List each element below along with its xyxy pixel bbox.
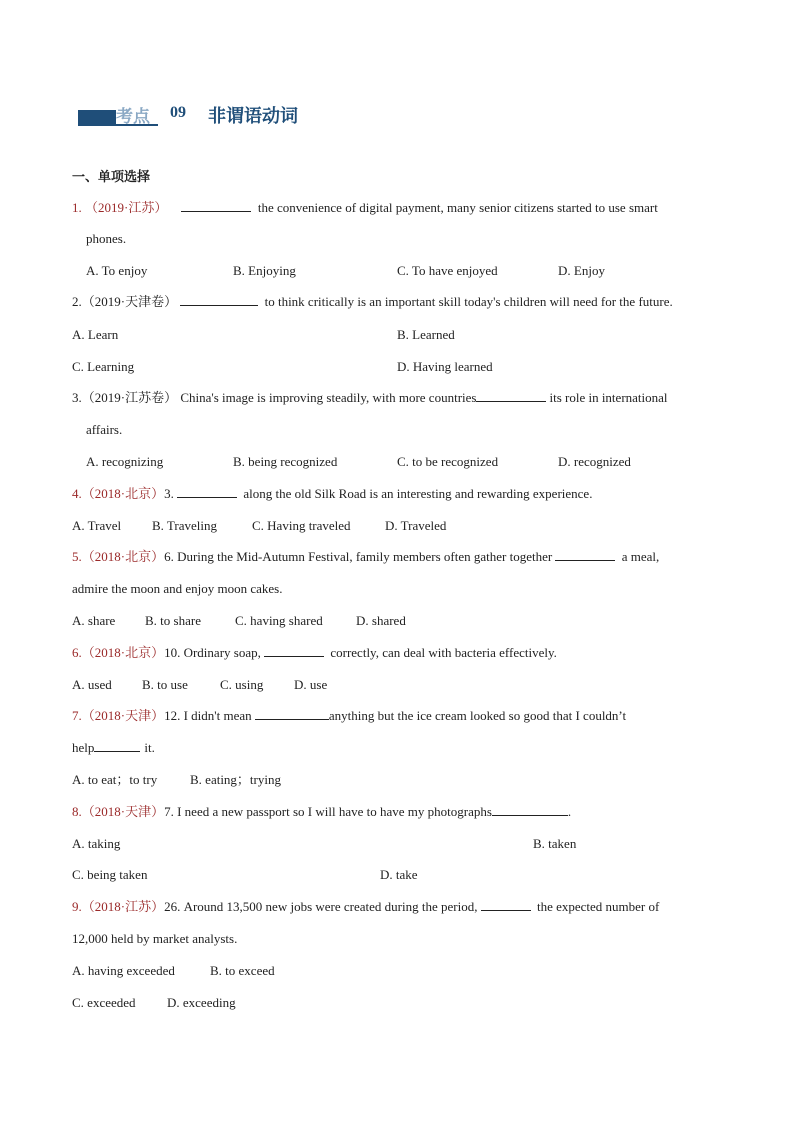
option[interactable]: C. having shared xyxy=(235,613,323,628)
question-text: . xyxy=(567,804,572,819)
option[interactable]: D. Traveled xyxy=(385,518,447,533)
option[interactable]: B. taken xyxy=(533,836,577,851)
question-source: 1. （2019·江苏） xyxy=(72,200,168,215)
option[interactable]: C. to be recognized xyxy=(397,454,499,469)
option[interactable]: D. take xyxy=(380,867,418,882)
answer-blank xyxy=(94,739,140,752)
question-text: it. xyxy=(144,740,155,755)
question-source: 8.（2018·天津） xyxy=(72,804,165,819)
question-7 xyxy=(72,707,626,725)
option[interactable]: D. exceeding xyxy=(167,995,236,1010)
option[interactable]: A. Travel xyxy=(72,518,122,533)
question-source: 6.（2018·北京） xyxy=(72,645,165,660)
option[interactable]: B. being recognized xyxy=(233,454,338,469)
answer-blank xyxy=(555,548,615,561)
question-text: 12. I didn't mean xyxy=(164,708,252,723)
option[interactable]: B. to share xyxy=(145,613,201,628)
question-5-line2: admire the moon and enjoy moon cakes. xyxy=(72,581,283,596)
option[interactable]: A. share xyxy=(72,613,116,628)
answer-blank xyxy=(492,803,568,816)
question-text: correctly, can deal with bacteria effectively. xyxy=(330,645,557,660)
question-source: 4.（2018·北京） xyxy=(72,486,165,501)
question-text: 6. During the Mid-Autumn Festival, family members often gather together xyxy=(164,549,553,564)
answer-blank xyxy=(255,707,329,720)
question-text: 10. Ordinary soap, xyxy=(164,645,261,660)
question-1 xyxy=(72,199,658,217)
question-text: the convenience of digital payment, many senior citizens started to use smart xyxy=(257,200,658,215)
option[interactable]: A. used xyxy=(72,677,112,692)
question-5 xyxy=(72,548,659,566)
question-source: 7.（2018·天津） xyxy=(72,708,165,723)
answer-blank xyxy=(180,293,258,306)
header-number: 09 xyxy=(170,104,186,121)
option[interactable]: D. use xyxy=(294,677,328,692)
option[interactable]: C. exceeded xyxy=(72,995,136,1010)
question-text: the expected number of xyxy=(536,899,660,914)
option[interactable]: B. Traveling xyxy=(152,518,218,533)
question-text: to think critically is an important skill today's children will need for the future. xyxy=(264,294,673,309)
question-2 xyxy=(72,293,673,311)
question-source: 2.（2019·天津卷） xyxy=(72,294,178,309)
option[interactable]: A. recognizing xyxy=(86,454,164,469)
header-kaodian-label: 考点 xyxy=(116,107,150,127)
option[interactable]: C. being taken xyxy=(72,867,148,882)
option[interactable]: A. Learn xyxy=(72,327,119,342)
option[interactable]: C. To have enjoyed xyxy=(397,263,498,278)
question-3 xyxy=(72,389,668,407)
answer-blank xyxy=(181,199,251,212)
page-title: 非谓语动词 xyxy=(208,106,298,127)
question-text: 3. xyxy=(164,486,174,501)
question-text: its role in international xyxy=(549,390,668,405)
option[interactable]: C. Having traveled xyxy=(252,518,351,533)
option[interactable]: D. recognized xyxy=(558,454,631,469)
question-text: anything but the ice cream looked so good that I couldn’t xyxy=(328,708,627,723)
question-text: along the old Silk Road is an interesting and rewarding experience. xyxy=(243,486,593,501)
answer-blank xyxy=(481,898,531,911)
question-8 xyxy=(72,803,571,821)
question-text: 26. Around 13,500 new jobs were created during the period, xyxy=(164,899,478,914)
option[interactable]: A. taking xyxy=(72,836,121,851)
header-accent-bar xyxy=(78,110,116,124)
option[interactable]: B. Enjoying xyxy=(233,263,296,278)
question-source: 5.（2018·北京） xyxy=(72,549,165,564)
question-6 xyxy=(72,644,557,662)
question-text: help xyxy=(72,740,95,755)
option[interactable]: A. To enjoy xyxy=(86,263,148,278)
question-9-line2: 12,000 held by market analysts. xyxy=(72,931,238,946)
option[interactable]: B. Learned xyxy=(397,327,455,342)
question-text: 7. I need a new passport so I will have to have my photographs xyxy=(164,804,492,819)
question-4 xyxy=(72,485,592,503)
question-3-line2: affairs. xyxy=(86,422,123,437)
option[interactable]: B. to use xyxy=(142,677,188,692)
option[interactable]: D. Having learned xyxy=(397,359,493,374)
option[interactable]: D. shared xyxy=(356,613,406,628)
question-7-line2 xyxy=(72,739,155,757)
option[interactable]: A. having exceeded xyxy=(72,963,175,978)
option[interactable]: A. to eat；to try xyxy=(72,772,158,787)
question-text: China's image is improving steadily, with more countries xyxy=(180,390,477,405)
question-source: 3.（2019·江苏卷） xyxy=(72,390,178,405)
question-1-line2: phones. xyxy=(86,231,127,246)
question-text: a meal, xyxy=(621,549,660,564)
question-9 xyxy=(72,898,659,916)
option[interactable]: D. Enjoy xyxy=(558,263,605,278)
option[interactable]: C. Learning xyxy=(72,359,135,374)
option[interactable]: C. using xyxy=(220,677,264,692)
answer-blank xyxy=(264,644,324,657)
answer-blank xyxy=(177,485,237,498)
question-source: 9.（2018·江苏） xyxy=(72,899,165,914)
option[interactable]: B. eating；trying xyxy=(190,772,281,787)
section-title: 一、单项选择 xyxy=(72,170,151,185)
answer-blank xyxy=(476,389,546,402)
option[interactable]: B. to exceed xyxy=(210,963,275,978)
